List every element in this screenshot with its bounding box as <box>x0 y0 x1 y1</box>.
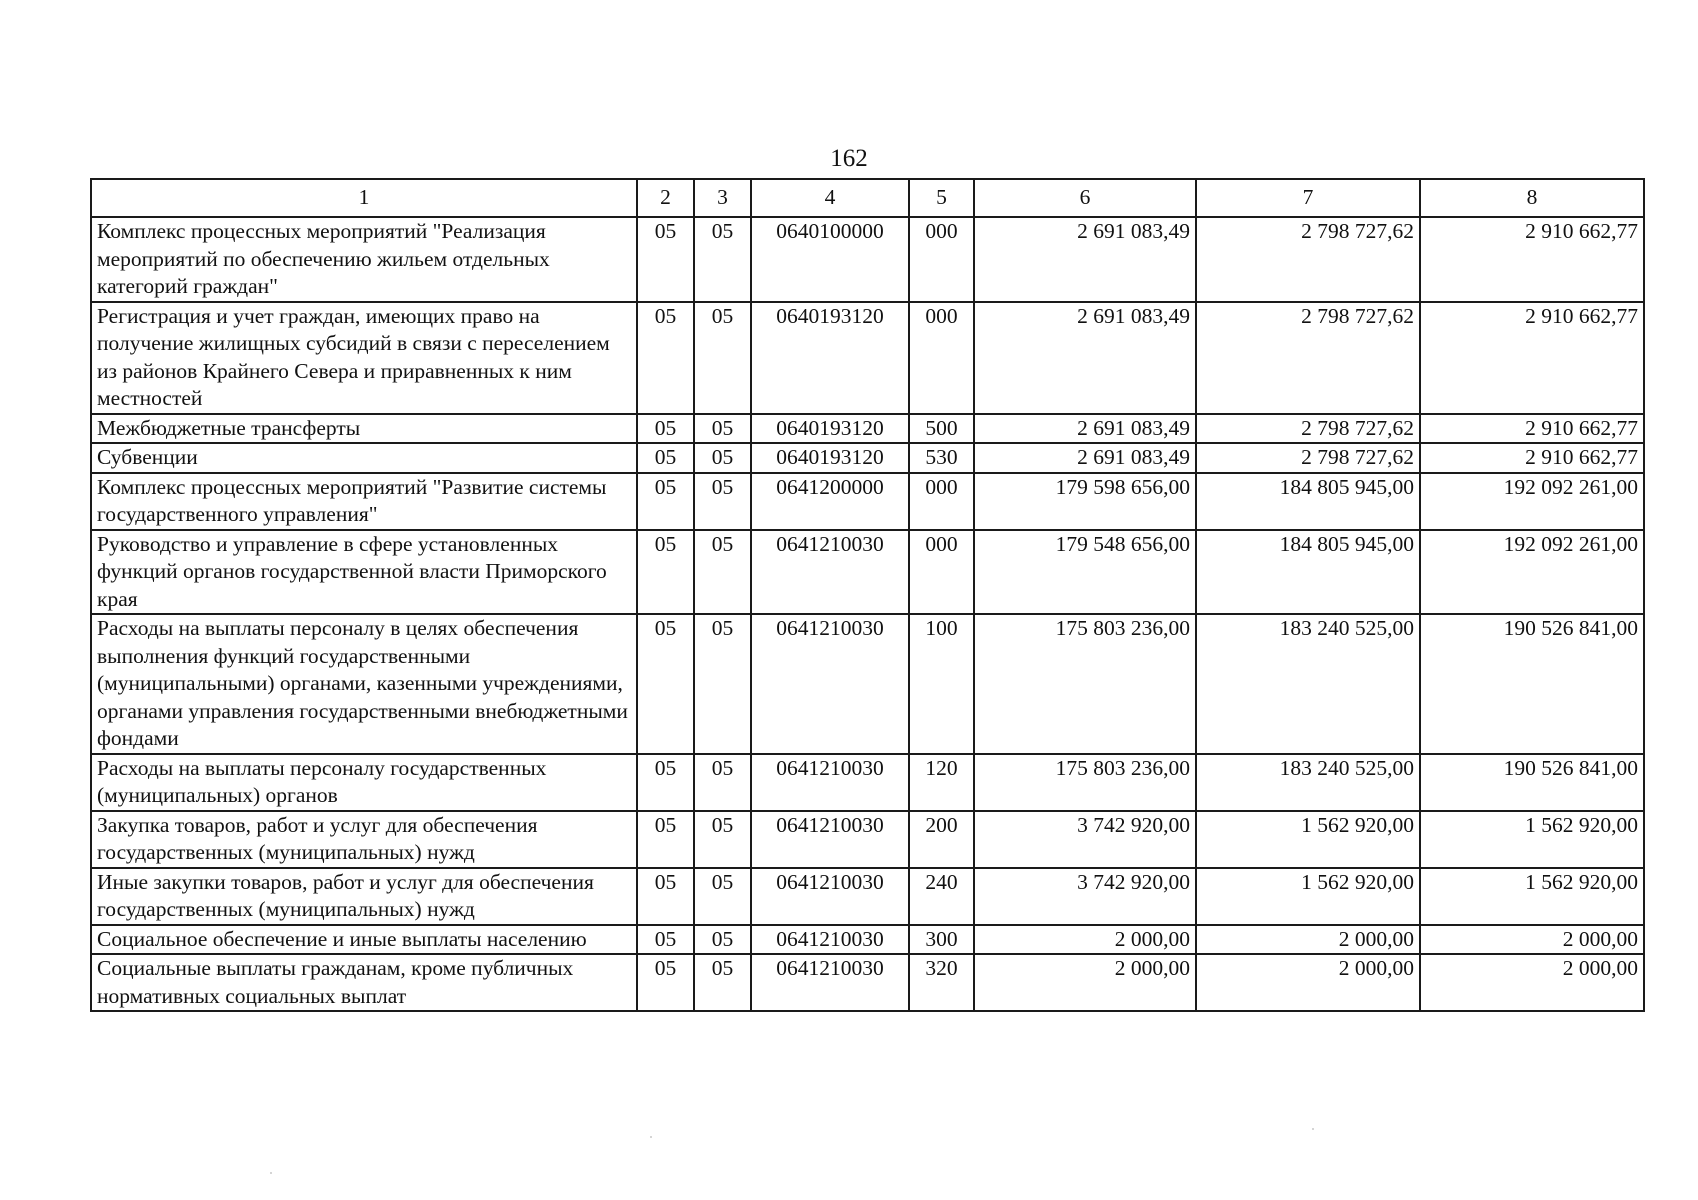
column-header-8: 8 <box>1420 179 1644 217</box>
amount-col-6: 2 691 083,49 <box>974 443 1196 473</box>
subsection-code: 05 <box>694 925 751 955</box>
column-header-6: 6 <box>974 179 1196 217</box>
row-description: Закупка товаров, работ и услуг для обеспечения государственных (муниципальных) нужд <box>91 811 637 868</box>
amount-col-7: 1 562 920,00 <box>1196 868 1420 925</box>
section-code: 05 <box>637 473 694 530</box>
section-code: 05 <box>637 443 694 473</box>
column-header-2: 2 <box>637 179 694 217</box>
expense-type-code: 530 <box>909 443 974 473</box>
amount-col-6: 175 803 236,00 <box>974 614 1196 754</box>
amount-col-6: 2 000,00 <box>974 954 1196 1011</box>
amount-col-6: 2 691 083,49 <box>974 302 1196 414</box>
target-article-code: 0641210030 <box>751 811 909 868</box>
section-code: 05 <box>637 754 694 811</box>
subsection-code: 05 <box>694 614 751 754</box>
budget-table <box>90 178 1645 1012</box>
amount-col-8: 1 562 920,00 <box>1420 811 1644 868</box>
table-row <box>91 614 1644 754</box>
section-code: 05 <box>637 868 694 925</box>
amount-col-7: 2 798 727,62 <box>1196 217 1420 302</box>
target-article-code: 0641210030 <box>751 954 909 1011</box>
column-header-4: 4 <box>751 179 909 217</box>
target-article-code: 0640193120 <box>751 443 909 473</box>
table-row <box>91 414 1644 444</box>
subsection-code: 05 <box>694 473 751 530</box>
subsection-code: 05 <box>694 414 751 444</box>
subsection-code: 05 <box>694 443 751 473</box>
section-code: 05 <box>637 530 694 615</box>
amount-col-7: 2 798 727,62 <box>1196 302 1420 414</box>
amount-col-8: 192 092 261,00 <box>1420 530 1644 615</box>
section-code: 05 <box>637 925 694 955</box>
amount-col-7: 183 240 525,00 <box>1196 614 1420 754</box>
target-article-code: 0641210030 <box>751 868 909 925</box>
subsection-code: 05 <box>694 302 751 414</box>
amount-col-8: 2 910 662,77 <box>1420 217 1644 302</box>
row-description: Социальные выплаты гражданам, кроме публичных нормативных социальных выплат <box>91 954 637 1011</box>
subsection-code: 05 <box>694 217 751 302</box>
table-row <box>91 754 1644 811</box>
table-row <box>91 868 1644 925</box>
table-row <box>91 925 1644 955</box>
amount-col-7: 1 562 920,00 <box>1196 811 1420 868</box>
amount-col-6: 179 548 656,00 <box>974 530 1196 615</box>
row-description: Расходы на выплаты персоналу государственных (муниципальных) органов <box>91 754 637 811</box>
row-description: Межбюджетные трансферты <box>91 414 637 444</box>
amount-col-7: 2 000,00 <box>1196 925 1420 955</box>
amount-col-6: 3 742 920,00 <box>974 868 1196 925</box>
target-article-code: 0641210030 <box>751 754 909 811</box>
column-header-3: 3 <box>694 179 751 217</box>
expense-type-code: 500 <box>909 414 974 444</box>
amount-col-6: 3 742 920,00 <box>974 811 1196 868</box>
amount-col-7: 2 798 727,62 <box>1196 443 1420 473</box>
row-description: Расходы на выплаты персоналу в целях обеспечения выполнения функций государственными (муниципальными) органами, казенными учреждениями, органами управления государственными внебюджетными фондами <box>91 614 637 754</box>
expense-type-code: 120 <box>909 754 974 811</box>
subsection-code: 05 <box>694 530 751 615</box>
column-header-7: 7 <box>1196 179 1420 217</box>
table-row <box>91 473 1644 530</box>
section-code: 05 <box>637 217 694 302</box>
row-description: Иные закупки товаров, работ и услуг для обеспечения государственных (муниципальных) нужд <box>91 868 637 925</box>
expense-type-code: 000 <box>909 530 974 615</box>
amount-col-6: 2 000,00 <box>974 925 1196 955</box>
target-article-code: 0640100000 <box>751 217 909 302</box>
target-article-code: 0641210030 <box>751 925 909 955</box>
section-code: 05 <box>637 302 694 414</box>
amount-col-7: 2 000,00 <box>1196 954 1420 1011</box>
page-number: 162 <box>830 145 868 172</box>
expense-type-code: 240 <box>909 868 974 925</box>
amount-col-8: 2 910 662,77 <box>1420 302 1644 414</box>
amount-col-7: 184 805 945,00 <box>1196 530 1420 615</box>
table-row <box>91 530 1644 615</box>
expense-type-code: 000 <box>909 473 974 530</box>
target-article-code: 0640193120 <box>751 414 909 444</box>
amount-col-6: 179 598 656,00 <box>974 473 1196 530</box>
amount-col-7: 184 805 945,00 <box>1196 473 1420 530</box>
header-row <box>91 179 1644 217</box>
amount-col-8: 190 526 841,00 <box>1420 754 1644 811</box>
subsection-code: 05 <box>694 868 751 925</box>
section-code: 05 <box>637 414 694 444</box>
section-code: 05 <box>637 954 694 1011</box>
amount-col-6: 175 803 236,00 <box>974 754 1196 811</box>
amount-col-8: 2 000,00 <box>1420 954 1644 1011</box>
amount-col-7: 183 240 525,00 <box>1196 754 1420 811</box>
target-article-code: 0641200000 <box>751 473 909 530</box>
amount-col-8: 2 910 662,77 <box>1420 414 1644 444</box>
expense-type-code: 300 <box>909 925 974 955</box>
scan-speck <box>650 1136 652 1138</box>
row-description: Субвенции <box>91 443 637 473</box>
section-code: 05 <box>637 614 694 754</box>
table-row <box>91 954 1644 1011</box>
scan-speck <box>1312 1128 1314 1130</box>
expense-type-code: 100 <box>909 614 974 754</box>
target-article-code: 0640193120 <box>751 302 909 414</box>
subsection-code: 05 <box>694 954 751 1011</box>
expense-type-code: 000 <box>909 302 974 414</box>
table-row <box>91 811 1644 868</box>
row-description: Комплекс процессных мероприятий "Реализация мероприятий по обеспечению жильем отдельных категорий граждан" <box>91 217 637 302</box>
amount-col-7: 2 798 727,62 <box>1196 414 1420 444</box>
table-row <box>91 443 1644 473</box>
expense-type-code: 000 <box>909 217 974 302</box>
expense-type-code: 320 <box>909 954 974 1011</box>
table-row <box>91 302 1644 414</box>
amount-col-6: 2 691 083,49 <box>974 414 1196 444</box>
subsection-code: 05 <box>694 811 751 868</box>
target-article-code: 0641210030 <box>751 614 909 754</box>
row-description: Социальное обеспечение и иные выплаты населению <box>91 925 637 955</box>
amount-col-8: 190 526 841,00 <box>1420 614 1644 754</box>
amount-col-8: 192 092 261,00 <box>1420 473 1644 530</box>
section-code: 05 <box>637 811 694 868</box>
subsection-code: 05 <box>694 754 751 811</box>
amount-col-8: 1 562 920,00 <box>1420 868 1644 925</box>
expense-type-code: 200 <box>909 811 974 868</box>
target-article-code: 0641210030 <box>751 530 909 615</box>
amount-col-6: 2 691 083,49 <box>974 217 1196 302</box>
row-description: Регистрация и учет граждан, имеющих право на получение жилищных субсидий в связи с переселением из районов Крайнего Севера и приравненных к ним местностей <box>91 302 637 414</box>
column-header-1: 1 <box>91 179 637 217</box>
row-description: Комплекс процессных мероприятий "Развитие системы государственного управления" <box>91 473 637 530</box>
amount-col-8: 2 910 662,77 <box>1420 443 1644 473</box>
amount-col-8: 2 000,00 <box>1420 925 1644 955</box>
column-header-5: 5 <box>909 179 974 217</box>
row-description: Руководство и управление в сфере установленных функций органов государственной власти Приморского края <box>91 530 637 615</box>
table-row <box>91 217 1644 302</box>
scan-speck <box>270 1172 272 1174</box>
